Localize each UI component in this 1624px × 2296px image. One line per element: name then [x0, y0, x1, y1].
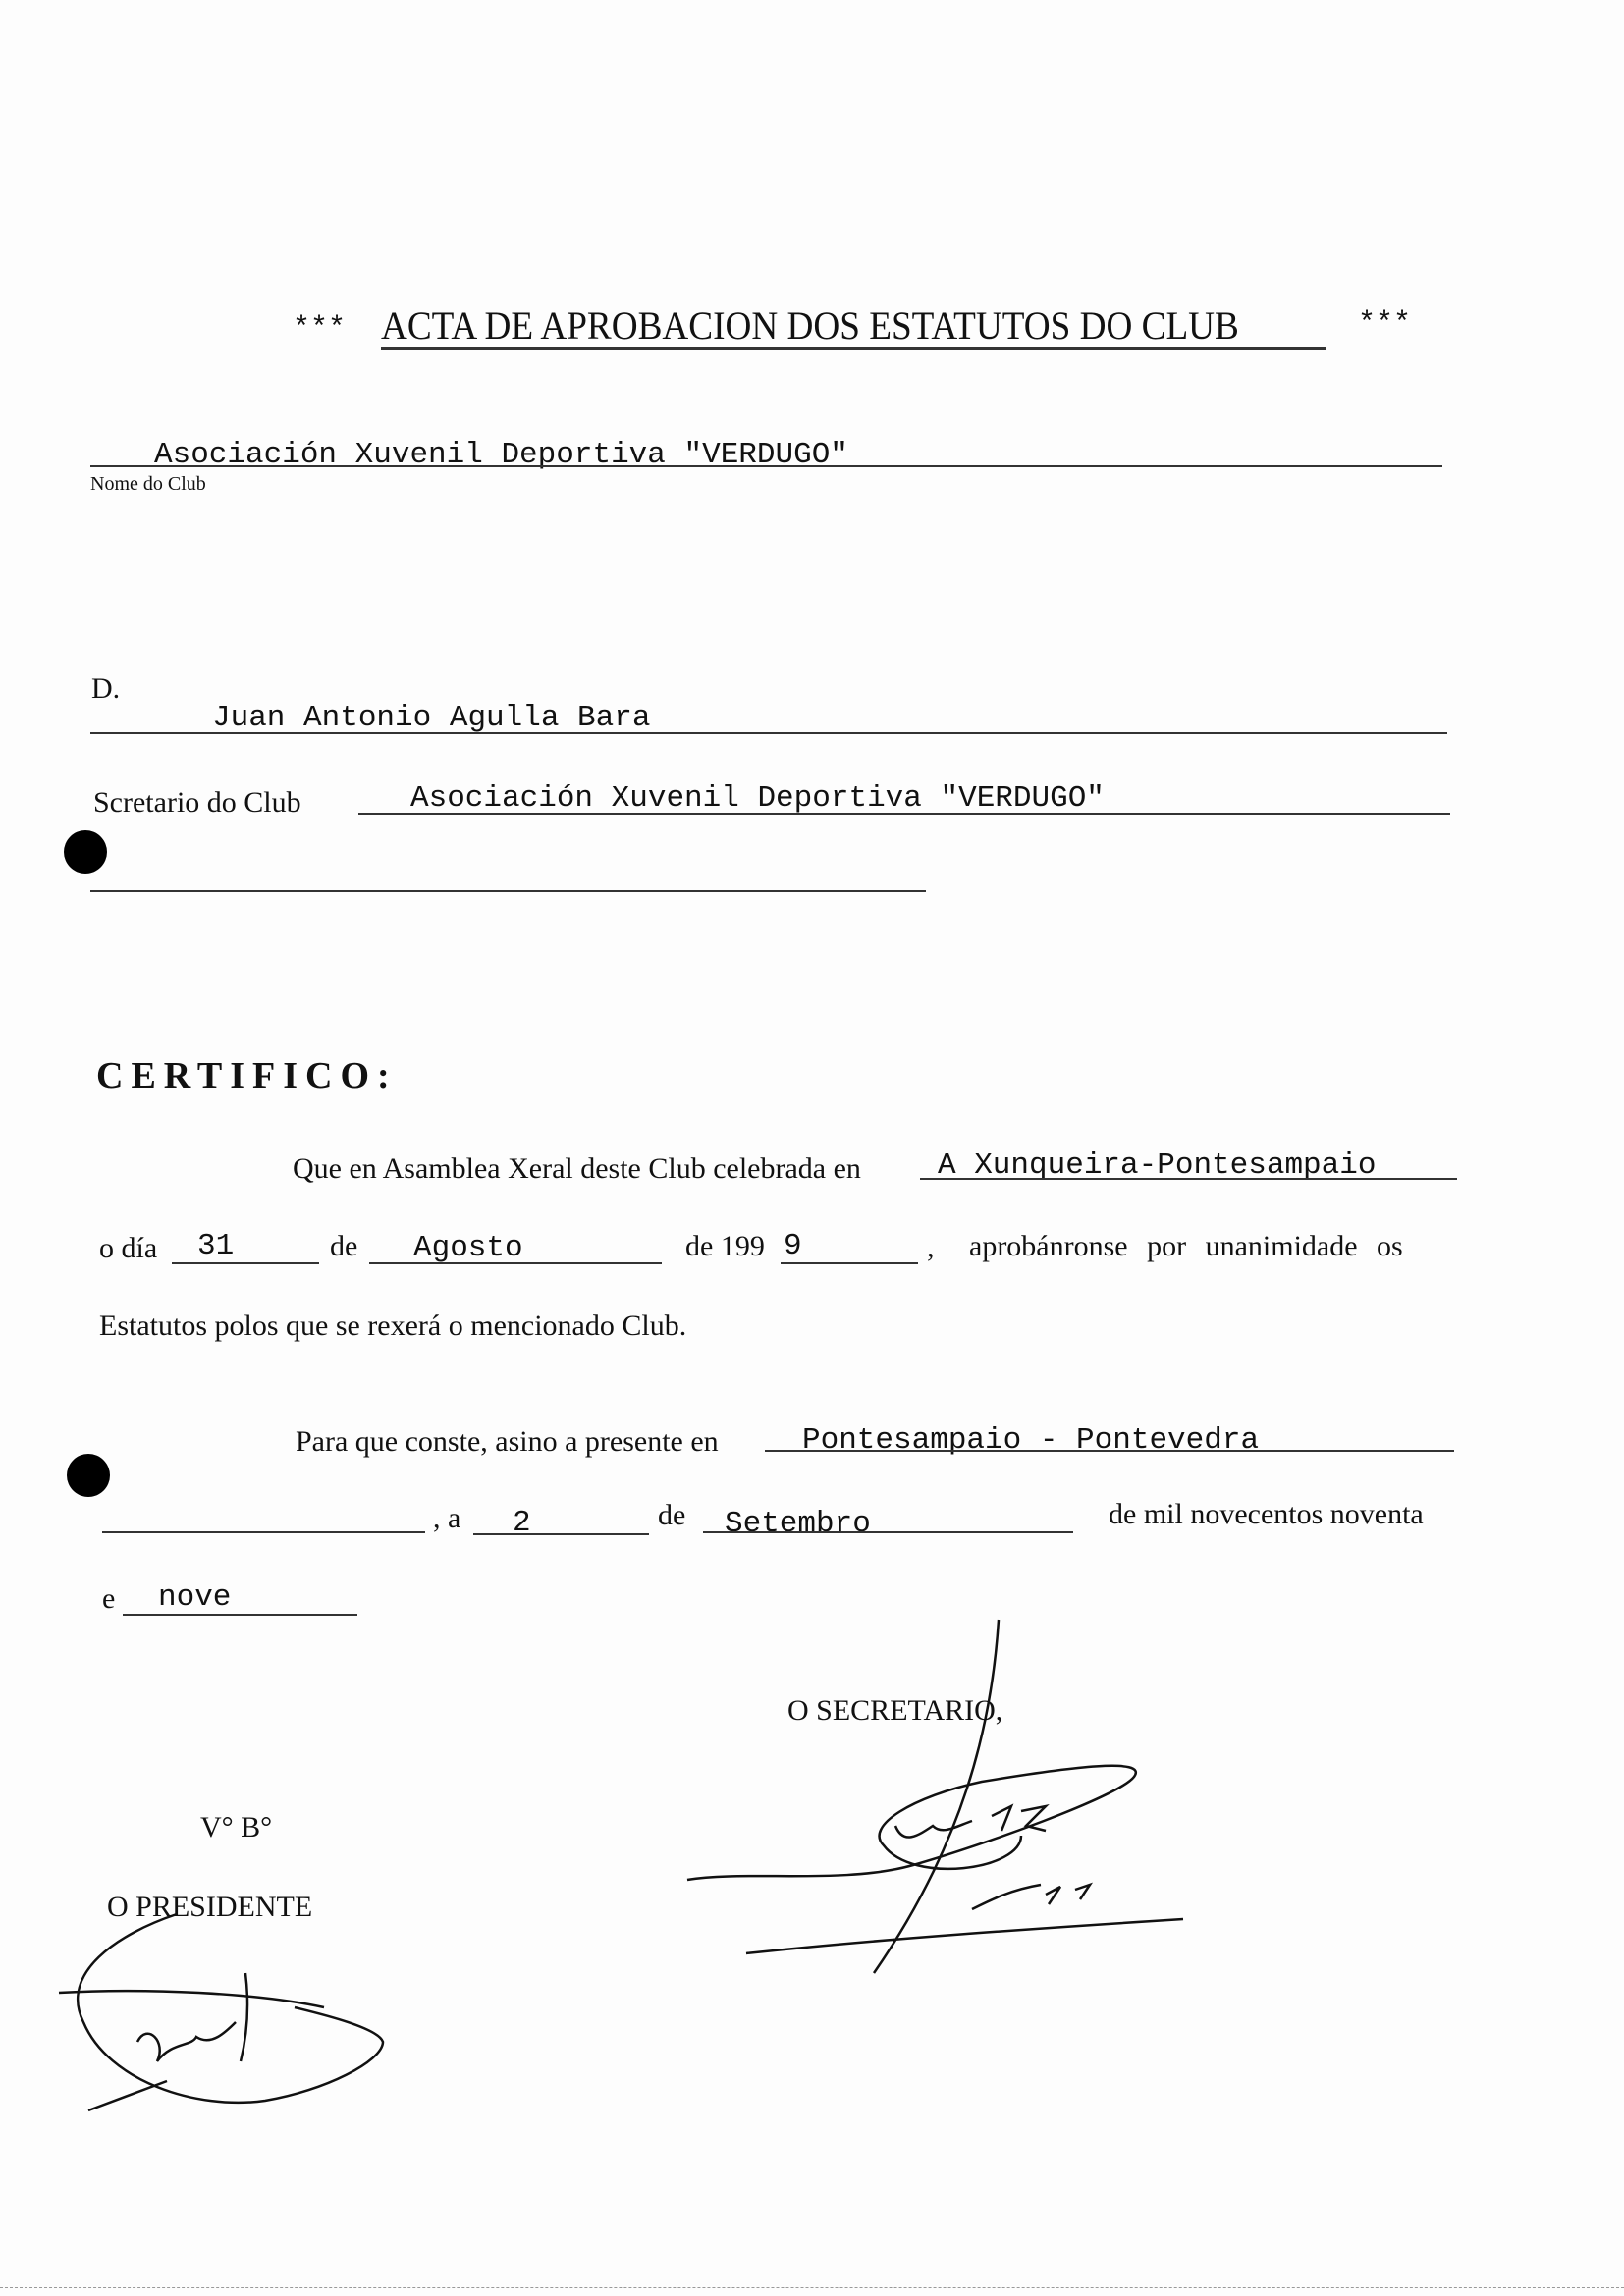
assembly-place: A Xunqueira-Pontesampaio — [938, 1148, 1377, 1183]
title-stars-left: *** — [293, 312, 347, 346]
year-prefix: de 199 — [685, 1230, 765, 1262]
secretary-name: Juan Antonio Agulla Bara — [212, 701, 651, 735]
vobo-label: V° B° — [200, 1811, 273, 1843]
assembly-year-digit: 9 — [784, 1229, 802, 1263]
e-label: e — [102, 1582, 116, 1615]
signing-de: de — [658, 1499, 686, 1531]
secretary-signature-label: O SECRETARIO, — [787, 1694, 1003, 1727]
a-label: , a — [433, 1502, 461, 1534]
certifico-heading: CERTIFICO: — [96, 1055, 398, 1096]
year-word: nove — [158, 1580, 232, 1615]
de-label: de — [330, 1230, 358, 1262]
assembly-day: 31 — [197, 1229, 235, 1263]
president-signature-label: O PRESIDENTE — [107, 1891, 313, 1923]
document-title: ACTA DE APROBACION DOS ESTATUTOS DO CLUB — [381, 303, 1239, 347]
odia-label: o día — [99, 1232, 158, 1264]
secretary-prefix: D. — [91, 672, 121, 705]
signing-month: Setembro — [725, 1507, 871, 1541]
signing-text: Para que conste, asino a presente en — [296, 1425, 719, 1458]
assembly-text: Que en Asamblea Xeral deste Club celebrada en — [293, 1152, 861, 1185]
assembly-month: Agosto — [413, 1231, 523, 1265]
secretary-role-label: Scretario do Club — [93, 786, 301, 819]
club-name-value: Asociación Xuvenil Deportiva "VERDUGO" — [154, 438, 848, 472]
secretary-role-value: Asociación Xuvenil Deportiva "VERDUGO" — [410, 781, 1105, 816]
approval-text: aprobánronse por unanimidade os — [969, 1230, 1403, 1262]
signing-place: Pontesampaio - Pontevedra — [802, 1423, 1260, 1458]
title-stars-right: *** — [1358, 307, 1412, 341]
statutes-text: Estatutos polos que se rexerá o mencionado Club. — [99, 1309, 687, 1342]
signing-day: 2 — [513, 1506, 531, 1540]
year-text: de mil novecentos noventa — [1109, 1498, 1424, 1530]
page-bottom-edge — [0, 2287, 1624, 2288]
comma: , — [927, 1231, 935, 1263]
club-name-label: Nome do Club — [90, 473, 206, 495]
